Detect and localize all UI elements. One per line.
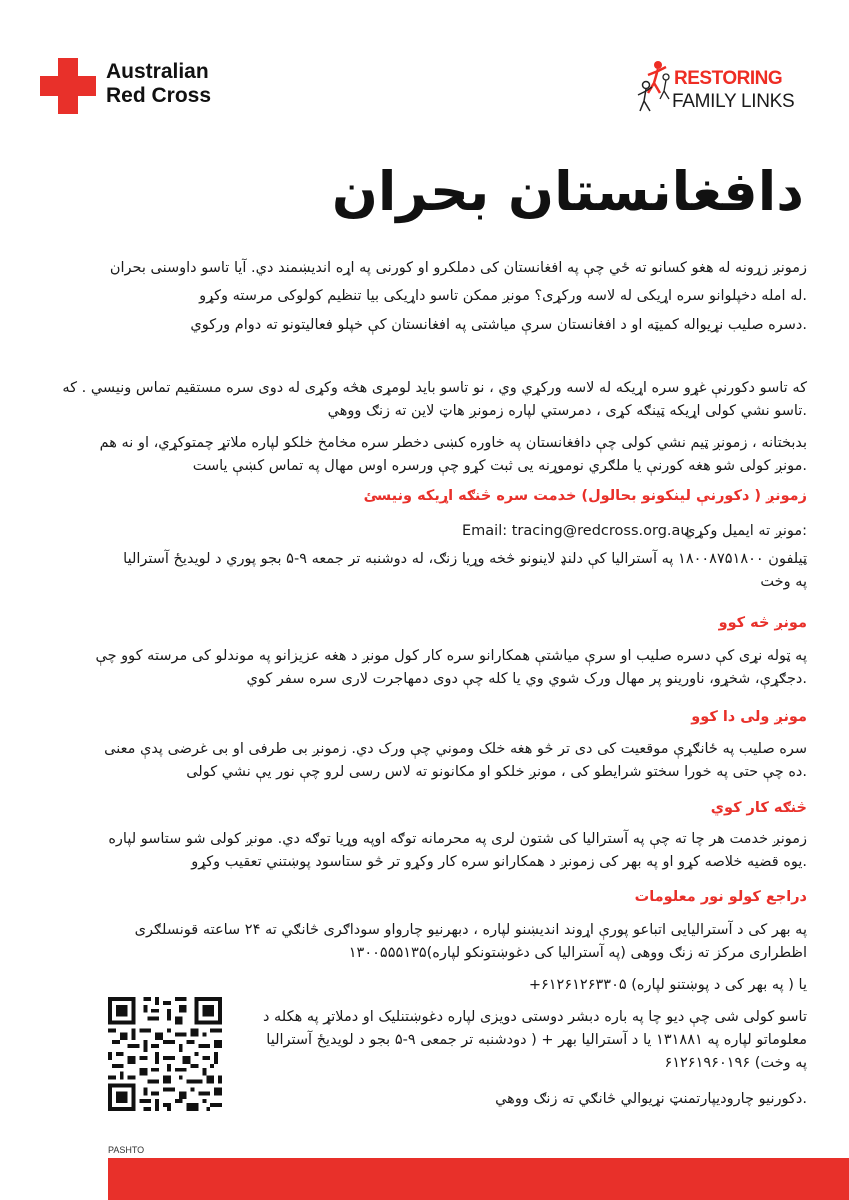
family-figures-icon [636,55,696,125]
qr-code[interactable] [108,997,222,1111]
why-line-1: سره صلیب په ځانګړې موقعیت کی دی تر څو هغه خلک وموني چې ورک دي. زمونږ بی طرفی او بی غرضی پدې معنی [104,741,807,757]
email-link[interactable]: Email: tracing@redcross.org.au [462,523,690,539]
heading-more-info: دراجع کولو نور معلومات [634,889,807,905]
dept-line: .دکورنیو چارودیپارتمنټ نړیوالي څانګي ته زنګ ووهي [495,1091,807,1107]
info-line-1: په بهر کی د آسترالیایی اتباعو پورې اړوند اندیښنو لپاره ، دبهرنیو چارواو سوداګری څانګي ته ۲۴ ساعته قونسلګری [134,922,807,938]
how-line-2: .یوه قضیه خلاصه کړو او په بهر کی زمونږ د همکارانو سره کار وکړو تر څو ستاسود پوښتني تعقیب وکړو [191,854,807,870]
phone-line-1: ټیلفون ۱۸۰۰۸۷۵۱۸۰۰ په آسترالیا کې دلنډ لاینونو څخه وړیا زنګ، له دوشنبه تر جمعه ۹-۵ بجو پوري د لویدیځ آسترالیا [123,551,807,567]
intro-line-3: .دسره صلیب نړیواله کمیټه او د افغانستان سرې میاشتی په افغانستان کې خپلو فعالیتونو ته دوام ورکوي [190,317,807,333]
intro-line-2: .له امله دخپلوانو سره اړیکی له لاسه ورکړی؟ مونږ ممکن تاسو داړیکی بیا تنظیم کولوکی مرسته وکړو [199,288,807,304]
rfl-title-line1: RESTORING [674,68,783,89]
intro-line-1: زمونږ زړونه له هغو کسانو ته ځي چې په افغانستان کی دملکرو او کورنی په اړه اندیښمند دي. آیا تاسو داوسنی بحران [109,260,807,276]
info-abroad: یا ( په بهر کی د پوښتنو لپاره) ۶۱۲۶۱۲۶۳۳۰۵+ [528,977,807,993]
visa-line-3: په وخت) ۶۱۲۶۱۹۶۰۱۹۶ [664,1055,807,1071]
heading-contact: زمونږ ( دکورنې لینکونو بحالول) خدمت سره څنګه اړیکه ونیسئ [363,488,807,504]
heading-what-we-do: مونږ څه کوو [718,615,807,631]
how-line-1: زمونږ خدمت هر چا ته چې په آسترالیا کی شتون لری په محرمانه توګه اوپه وړیا توګه دي. مونږ کولی شو ستاسو لپاره [108,831,807,847]
org-name-line2: Red Cross [106,84,212,107]
restoring-family-links-logo [636,55,816,125]
info-line-2: اظطراری مرکز ته زنګ ووهی (په آسترالیا کی دغوښتونکو لپاره)۱۳۰۰۵۵۵۱۳۵ [348,945,807,961]
why-line-2: .ده چې حتی په خورا سختو شرایطو کی ، مونږ خلکو او مکانونو ته لاس رسی لرو چې نور یې نشي کولی [186,764,807,780]
red-cross-icon [40,58,96,114]
org-name-line1: Australian [106,60,209,83]
limitation-line-1: بدبختانه ، زمونږ ټیم نشي کولی چې دافغانستان په خاوره کښی دخطر سره مخامخ خلکو لپاره ملاتړ چمتوکړي، او نه هم [99,435,807,451]
footer-bar [108,1158,849,1200]
org-logo-text [106,60,211,108]
email-label: :مونږ ته ایمیل وکړي [684,523,807,539]
contact-advice-line-1: که تاسو دکورنې غړو سره اړیکه له لاسه ورکړي وي ، نو تاسو باید لومړی هڅه وکړی له دوی سره مستقیم تماس ونیسي . که [62,380,807,396]
visa-line-1: تاسو کولی شی چې دیو چا په باره دبشر دوستی دویزی لپاره دغوښتنلیک او دملاتړ په هکله د [262,1009,807,1025]
language-tag: PASHTO [108,1145,145,1155]
rfl-title-line2: FAMILY LINKS [672,91,795,112]
contact-advice-line-2: .تاسو نشي کولی اړیکه ټینګه کړی ، دمرستي لپاره زمونږ هاټ لاین ته زنګ ووهي [327,403,807,419]
heading-why: مونږ ولی دا کوو [691,709,807,725]
what-we-do-line-1: په ټوله نړی کې دسره صلیب او سرې میاشتې همکارانو سره کار کول مونږ د هغه عزیزانو په موندلو کی مرسته کوو چې [95,648,807,664]
heading-how: څنګه کار کوي [710,800,807,816]
visa-line-2: معلوماتو لپاره په ۱۳۱۸۸۱ یا د آسترالیا بهر + ( دودشنبه تر جمعی ۹-۵ بجو د لویدیځ آسترالیا [266,1032,807,1048]
what-we-do-line-2: .دجګړې، شخړو، ناورینو پر مهال ورک شوي وي یا کله چې دوی دمهاجرت لاری سره سفر کوي [246,671,807,687]
phone-line-2: په وخت [760,574,807,590]
limitation-line-2: .مونږ کولی شو هغه کورنې یا ملګري نوموړنه یی ثبت کړو چې ورسره اوس مهال په تماس کښې یاست [192,458,807,474]
page-title: دافغانستان بحران [331,160,804,223]
